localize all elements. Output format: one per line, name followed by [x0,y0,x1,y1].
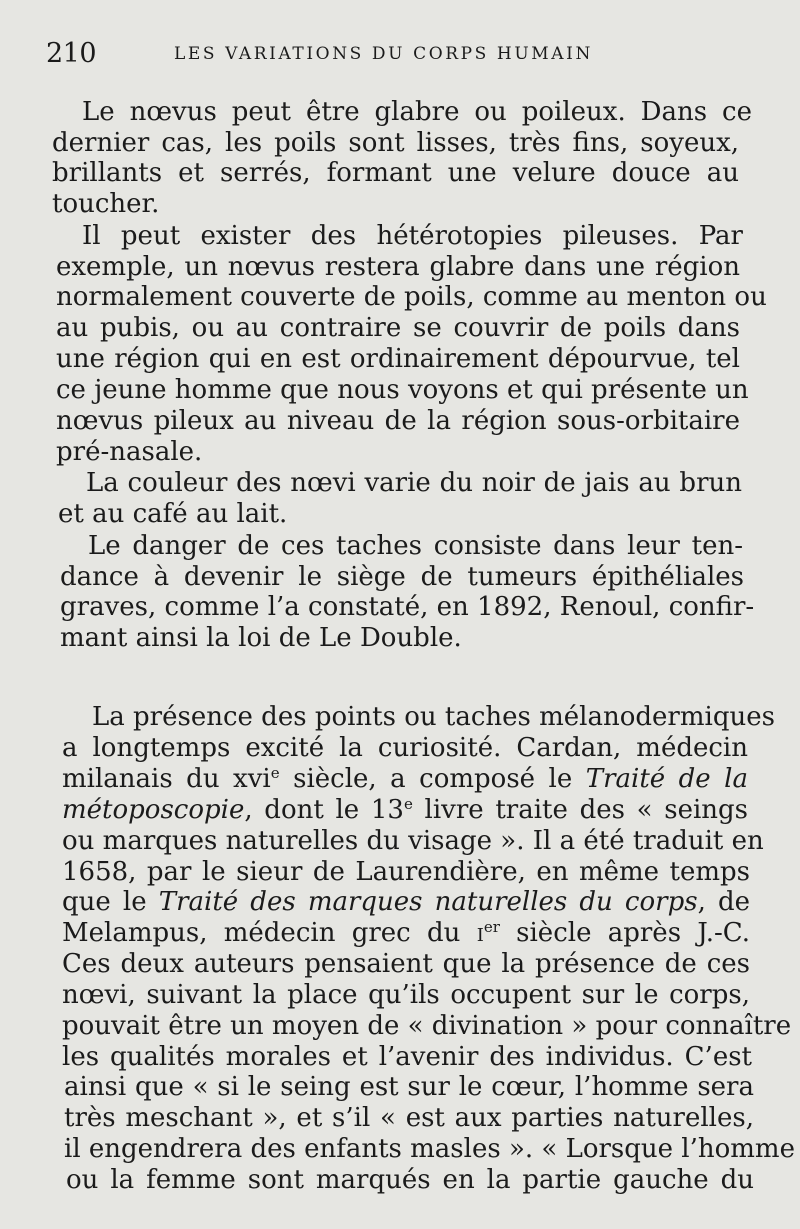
body-line: toucher. [52,189,160,219]
running-title: LES VARIATIONS DU CORPS HUMAIN [174,44,593,64]
body-line: brillants et serrés, formant une velure douce au [52,158,739,188]
body-line: les qualités morales et l’avenir des individus. C’est [62,1042,752,1072]
body-line: Melampus, médecin grec du $i^{er}$ siècle après J.-C. [62,918,750,948]
body-line: Il peut exister des hétérotopies pileuses. Par [82,221,743,251]
body-line: très meschant », et s’il « est aux parties naturelles, [64,1103,754,1133]
body-line: ce jeune homme que nous voyons et qui présente un [56,375,749,405]
body-line: métoposcopie, dont le 13e livre traite des « seings [62,795,748,825]
body-line: ainsi que « si le seing est sur le cœur, l’homme sera [64,1072,754,1102]
page-number: 210 [46,38,97,69]
body-line: ou la femme sont marqués en la partie gauche du [66,1165,754,1195]
body-line: nœvi, suivant la place qu’ils occupent sur le corps, [62,980,750,1010]
body-line: mant ainsi la loi de Le Double. [60,623,462,653]
body-line: a longtemps excité la curiosité. Cardan, médecin [62,733,748,763]
body-line: pré-nasale. [56,437,203,467]
body-line: dance à devenir le siège de tumeurs épithéliales [60,562,744,592]
body-line: Le nœvus peut être glabre ou poileux. Dans ce [82,97,752,127]
body-line: pouvait être un moyen de « divination » pour connaître [62,1011,792,1041]
body-line: exemple, un nœvus restera glabre dans une région [56,252,740,282]
body-line: La présence des points ou taches mélanodermiques [92,702,775,732]
body-line: que le Traité des marques naturelles du corps, de [62,887,750,917]
body-line: graves, comme l’a constaté, en 1892, Renoul, confir- [60,592,755,622]
body-line: normalement couverte de poils, comme au menton ou [56,282,767,312]
body-line: ou marques naturelles du visage ». Il a été traduit en [62,826,764,856]
body-line: dernier cas, les poils sont lisses, très fins, soyeux, [52,128,739,158]
body-line: 1658, par le sieur de Laurendière, en même temps [62,857,750,887]
page-header [46,38,760,78]
body-line: milanais du xvi$^e$ siècle, a composé le Traité de la [62,764,748,794]
body-line: Le danger de ces taches consiste dans leur ten- [88,531,743,561]
body-line: et au café au lait. [58,499,288,529]
body-line: une région qui en est ordinairement dépourvue, tel [56,344,740,374]
body-line: il engendrera des enfants masles ». « Lorsque l’homme [64,1134,795,1164]
body-line: Ces deux auteurs pensaient que la présence de ces [62,949,750,979]
body-line: au pubis, ou au contraire se couvrir de poils dans [56,313,740,343]
body-line: La couleur des nœvi varie du noir de jais au brun [86,468,742,498]
body-line: nœvus pileux au niveau de la région sous-orbitaire [56,406,740,436]
